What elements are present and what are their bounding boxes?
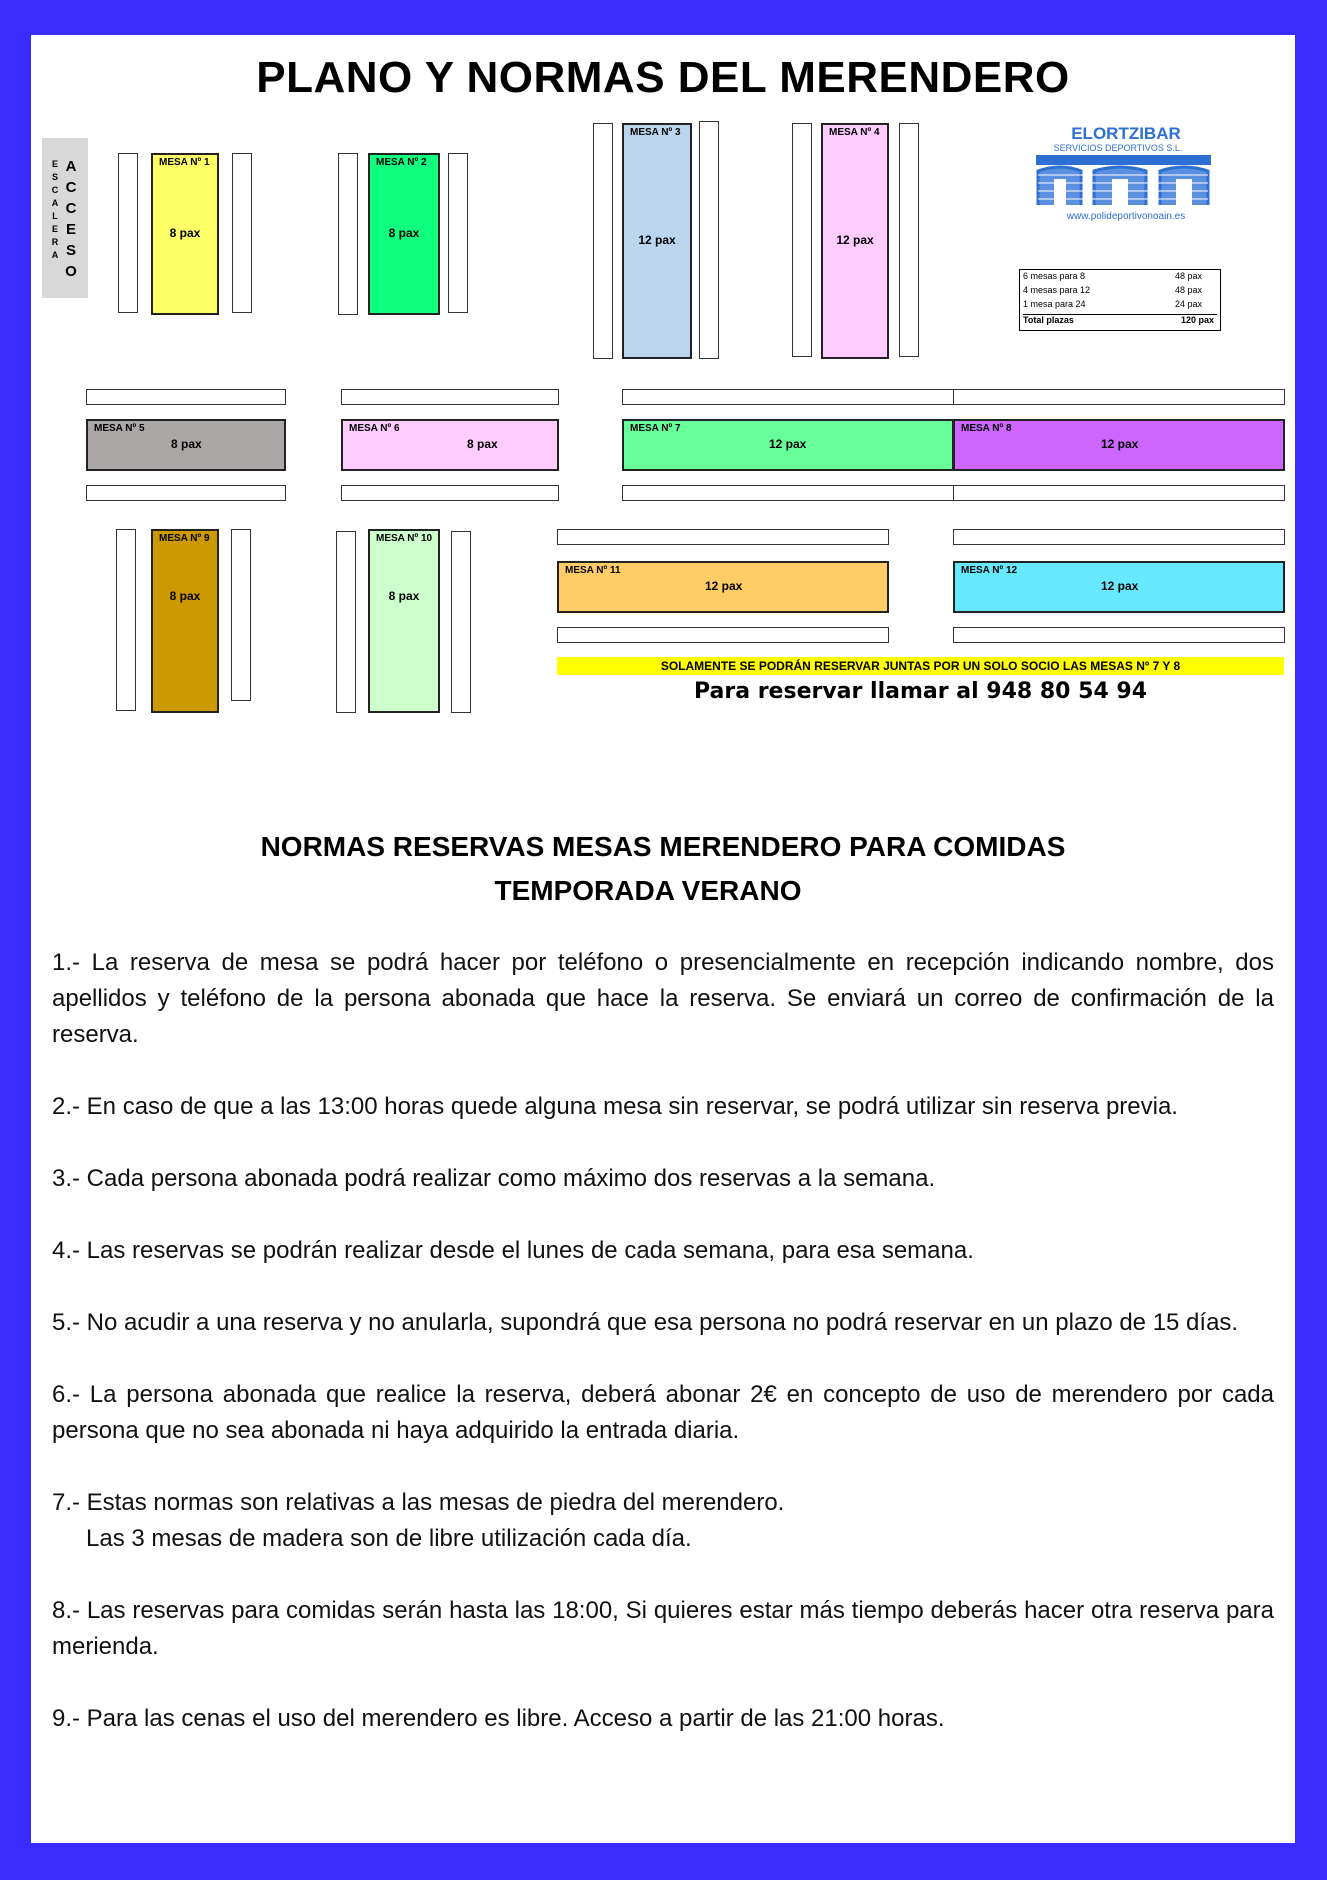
table-mesa-1[interactable] (151, 153, 219, 315)
totals-row: 4 mesas para 12 48 pax (1023, 285, 1202, 295)
table-pax: 8 pax (388, 226, 420, 240)
reservation-notice-banner: SOLAMENTE SE PODRÁN RESERVAR JUNTAS POR UN SOLO SOCIO LAS MESAS Nº 7 Y 8 (557, 657, 1284, 675)
rule-text: 7.- Estas normas son relativas a las mesas de piedra del merendero. (52, 1489, 785, 1516)
bench (622, 389, 954, 405)
table-label: MESA Nº 11 (565, 565, 621, 576)
bench (232, 153, 252, 313)
table-mesa-9[interactable] (151, 529, 219, 713)
table-pax: 12 pax (638, 233, 676, 247)
logo-sub: SERVICIOS DEPORTIVOS S.L. (1053, 143, 1183, 153)
bench (899, 123, 919, 357)
bench (622, 485, 954, 501)
table-mesa-12[interactable] (953, 561, 1285, 613)
bench (953, 627, 1285, 643)
reservation-phone: Para reservar llamar al 948 80 54 94 (693, 679, 1148, 704)
table-label: MESA Nº 4 (829, 127, 880, 138)
table-mesa-10[interactable] (368, 529, 440, 713)
logo-url: www.polideportivonoain.es (1066, 211, 1186, 222)
bridge-logo-icon (1026, 123, 1226, 223)
totals-row-total: Total plazas 120 pax (1023, 314, 1217, 329)
bench (338, 153, 358, 315)
bench (451, 531, 471, 713)
bench (953, 389, 1285, 405)
table-mesa-11[interactable] (557, 561, 889, 613)
rule-item: 9.- Para las cenas el uso del merendero es libre. Acceso a partir de las 21:00 horas. (52, 1705, 945, 1732)
rule-item: 8.- Las reservas para comidas serán hasta las 18:00, Si quieres estar más tiempo deberás hacer otra reserva para merienda. (52, 1597, 1274, 1660)
table-mesa-2[interactable] (368, 153, 440, 315)
bench (557, 529, 889, 545)
logo-name: ELORTZIBAR (1071, 124, 1181, 143)
bench (118, 153, 138, 313)
table-pax: 12 pax (1101, 579, 1139, 593)
table-pax: 8 pax (169, 589, 201, 603)
bench (953, 529, 1285, 545)
table-pax: 8 pax (388, 589, 420, 603)
page-title: PLANO Y NORMAS DEL MERENDERO (256, 53, 1070, 102)
rule-item: 6.- La persona abonada que realice la reserva, deberá abonar 2€ en concepto de uso de merendero por cada persona que no sea abonada ni haya adquirido la entrada diaria. (52, 1381, 1274, 1444)
bench (116, 529, 136, 711)
bench (593, 123, 613, 359)
capacity-totals-table (1019, 269, 1221, 331)
table-mesa-7[interactable] (622, 419, 954, 471)
bench (792, 123, 812, 357)
table-pax: 12 pax (769, 437, 807, 451)
rule-subtext: Las 3 mesas de madera son de libre utilización cada día. (86, 1525, 692, 1552)
rules-title (31, 825, 1295, 913)
table-mesa-3[interactable] (622, 123, 692, 359)
bench (953, 485, 1285, 501)
table-pax: 12 pax (705, 579, 743, 593)
rules-title-line2: TEMPORADA VERANO (494, 875, 802, 906)
rule-item: 4.- Las reservas se podrán realizar desde el lunes de cada semana, para esa semana. (52, 1237, 974, 1264)
page-sheet (31, 35, 1295, 1843)
table-pax: 12 pax (1101, 437, 1139, 451)
bench (341, 485, 559, 501)
table-pax: 12 pax (836, 233, 874, 247)
table-label: MESA Nº 10 (376, 533, 433, 544)
table-pax: 8 pax (467, 437, 498, 451)
bench (448, 153, 468, 313)
table-label: MESA Nº 9 (159, 533, 210, 544)
rule-item (52, 1485, 1274, 1557)
table-mesa-4[interactable] (821, 123, 889, 359)
stair-access-block (42, 138, 88, 298)
table-pax: 8 pax (171, 437, 202, 451)
rules-list (52, 945, 1274, 1773)
table-pax: 8 pax (169, 226, 201, 240)
table-mesa-6[interactable] (341, 419, 559, 471)
bench (86, 485, 286, 501)
bench (86, 389, 286, 405)
rule-item: 2.- En caso de que a las 13:00 horas quede alguna mesa sin reservar, se podrá utilizar sin reserva previa. (52, 1093, 1178, 1120)
rule-item: 5.- No acudir a una reserva y no anularla, supondrá que esa persona no podrá reservar en un plazo de 15 días. (52, 1309, 1239, 1336)
bench (557, 627, 889, 643)
table-label: MESA Nº 3 (630, 127, 681, 138)
elortzibar-logo (1026, 123, 1226, 223)
escalera-label: E S C A L E R A (51, 159, 59, 260)
bench (231, 529, 251, 701)
table-label: MESA Nº 8 (961, 423, 1012, 434)
bench (341, 389, 559, 405)
table-label: MESA Nº 12 (961, 565, 1018, 576)
table-label: MESA Nº 6 (349, 423, 400, 434)
totals-row: 6 mesas para 8 48 pax (1023, 271, 1202, 281)
table-mesa-8[interactable] (953, 419, 1285, 471)
table-label: MESA Nº 5 (94, 423, 145, 434)
rule-item: 1.- La reserva de mesa se podrá hacer por teléfono o presencialmente en recepción indicando nombre, dos apellidos y teléfono de la persona abonada que hace la reserva. Se enviará un correo de confirmación de la reserva. (52, 949, 1274, 1048)
acceso-label: A C C E S O (65, 158, 77, 280)
table-label: MESA Nº 2 (376, 157, 427, 168)
totals-row: 1 mesa para 24 24 pax (1023, 299, 1202, 309)
table-label: MESA Nº 7 (630, 423, 681, 434)
rule-item: 3.- Cada persona abonada podrá realizar como máximo dos reservas a la semana. (52, 1165, 936, 1192)
rules-title-line1: NORMAS RESERVAS MESAS MERENDERO PARA COMIDAS (260, 831, 1066, 862)
table-label: MESA Nº 1 (159, 157, 210, 168)
table-mesa-5[interactable] (86, 419, 286, 471)
bench (699, 121, 719, 359)
bench (336, 531, 356, 713)
